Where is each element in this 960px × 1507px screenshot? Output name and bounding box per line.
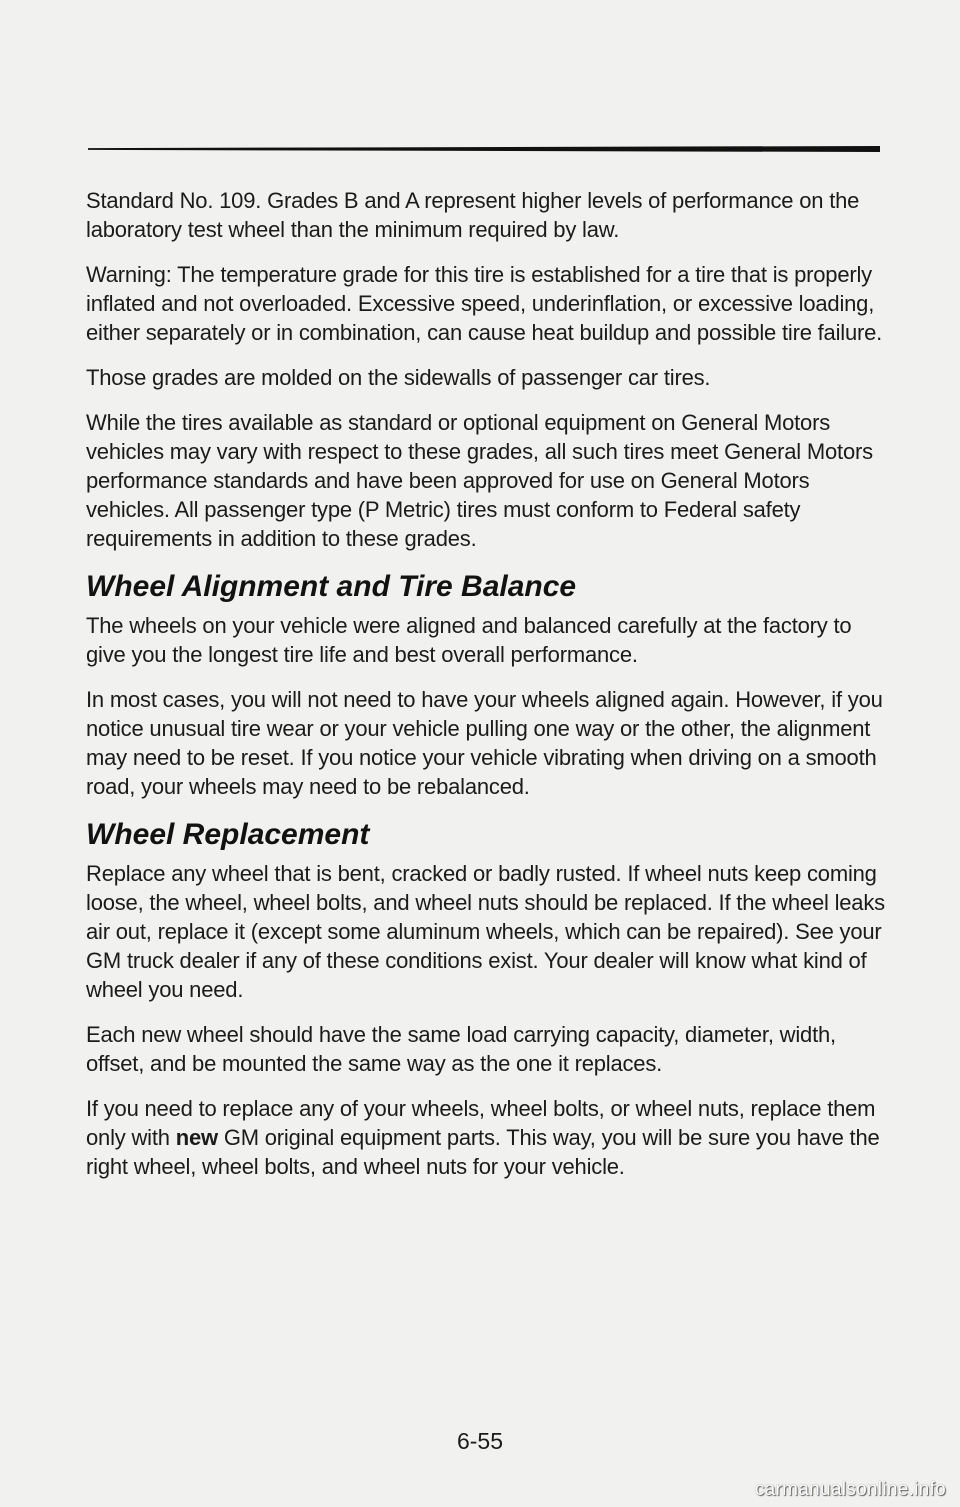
- section-heading-wheel-alignment: Wheel Alignment and Tire Balance: [86, 570, 577, 603]
- paragraph: Replace any wheel that is bent, cracked or badly rusted. If wheel nuts keep coming loose, the wheel, wheel bolts, and wheel nuts should be replaced. If the wheel leaks air out, replace it (except some aluminum wheels, which can be repaired). See your GM truck dealer if any of these conditions exist. Your dealer will know what kind of wheel you need.: [86, 861, 885, 1002]
- page-number: 6-55: [456, 1428, 504, 1454]
- paragraph: Those grades are molded on the sidewalls of passenger car tires.: [86, 365, 711, 390]
- paragraph: Standard No. 109. Grades B and A represent higher levels of performance on the laboratory test wheel than the minimum required by law.: [86, 188, 860, 242]
- paragraph: The wheels on your vehicle were aligned and balanced carefully at the factory to give you the longest tire life and best overall performance.: [86, 613, 852, 667]
- page-content: [86, 186, 886, 1197]
- paragraph: While the tires available as standard or optional equipment on General Motors vehicles may vary with respect to these grades, all such tires meet General Motors performance standards and have been approved for use on General Motors vehicles. All passenger type (P Metric) tires must conform to Federal safety requirements in addition to these grades.: [86, 410, 873, 551]
- watermark[interactable]: carmanualsonline.info: [754, 1479, 946, 1500]
- text-span: If you need to replace any of your wheels, wheel bolts, or wheel nuts, replace them only with: [86, 1096, 876, 1150]
- section-heading-wheel-replacement: Wheel Replacement: [86, 818, 370, 851]
- paragraph: Each new wheel should have the same load carrying capacity, diameter, width, offset, and be mounted the same way as the one it replaces.: [86, 1022, 836, 1076]
- text-span: GM original equipment parts. This way, you will be sure you have the right wheel, wheel bolts, and wheel nuts for your vehicle.: [86, 1125, 880, 1179]
- emphasis-new: new: [175, 1125, 218, 1150]
- header-rule: [88, 146, 880, 152]
- paragraph: In most cases, you will not need to have your wheels aligned again. However, if you notice unusual tire wear or your vehicle pulling one way or the other, the alignment may need to be reset. If you notice your vehicle vibrating when driving on a smooth road, your wheels may need to be rebalanced.: [86, 687, 883, 799]
- paragraph-with-emphasis: [86, 1094, 886, 1181]
- paragraph: Warning: The temperature grade for this tire is established for a tire that is properly inflated and not overloaded. Excessive speed, underinflation, or excessive loading, either separately or in combination, can cause heat buildup and possible tire failure.: [86, 262, 883, 345]
